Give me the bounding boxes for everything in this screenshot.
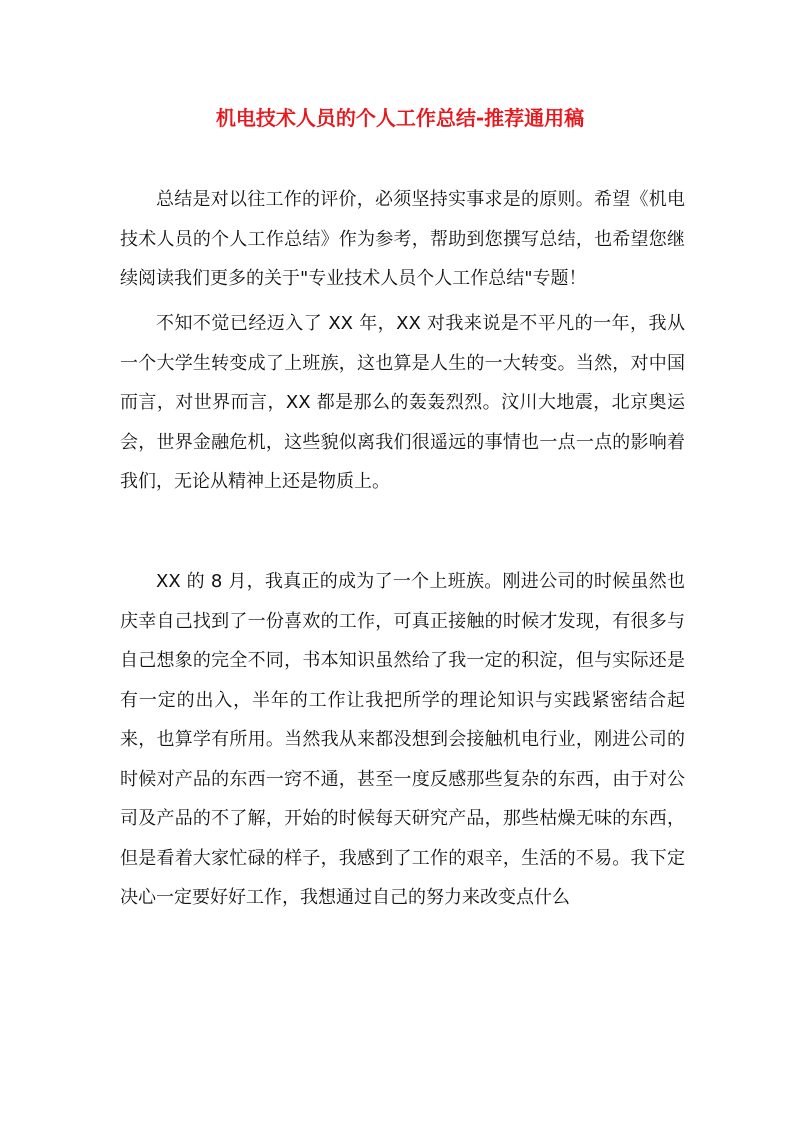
paragraph-intro: 总结是对以往工作的评价，必须坚持实事求是的原则。希望《机电技术人员的个人工作总结》作为参考，帮助到您撰写总结，也希望您继续阅读我们更多的关于"专业技术人员个人工作总结"专题！ [120, 189, 685, 289]
paragraph-work-start: XX 的 8 月，我真正的成为了一个上班族。刚进公司的时候虽然也庆幸自己找到了一份喜欢的工作，可真正接触的时候才发现，有很多与自己想象的完全不同，书本知识虽然给了我一定的积淀，但与实际还是有一定的出入，半年的工作让我把所学的理论知识与实践紧密结合起来，也算学有所用。当然我从来都没想到会接触机电行业，刚进公司的时候对产品的东西一窍不通，甚至一度反感那些复杂的东西，由于对公司及产品的不了解，开始的时候每天研究产品，那些枯燥无味的东西，但是看着大家忙碌的样子，我感到了工作的艰辛，生活的不易。我下定决心一定要好好工作，我想通过自己的努力来改变点什么 [120, 571, 685, 908]
paragraph-year-review: 不知不觉已经迈入了 XX 年，XX 对我来说是不平凡的一年，我从一个大学生转变成了上班族，这也算是人生的一大转变。当然，对中国而言，对世界而言，XX 都是那么的轰轰烈烈。汶川大地震，北京奥运会，世界金融危机，这些貌似离我们很遥远的事情也一点一点的影响着我们，无论从精神上还是物质上。 [120, 313, 685, 492]
document-title: 机电技术人员的个人工作总结-推荐通用稿 [215, 106, 585, 130]
